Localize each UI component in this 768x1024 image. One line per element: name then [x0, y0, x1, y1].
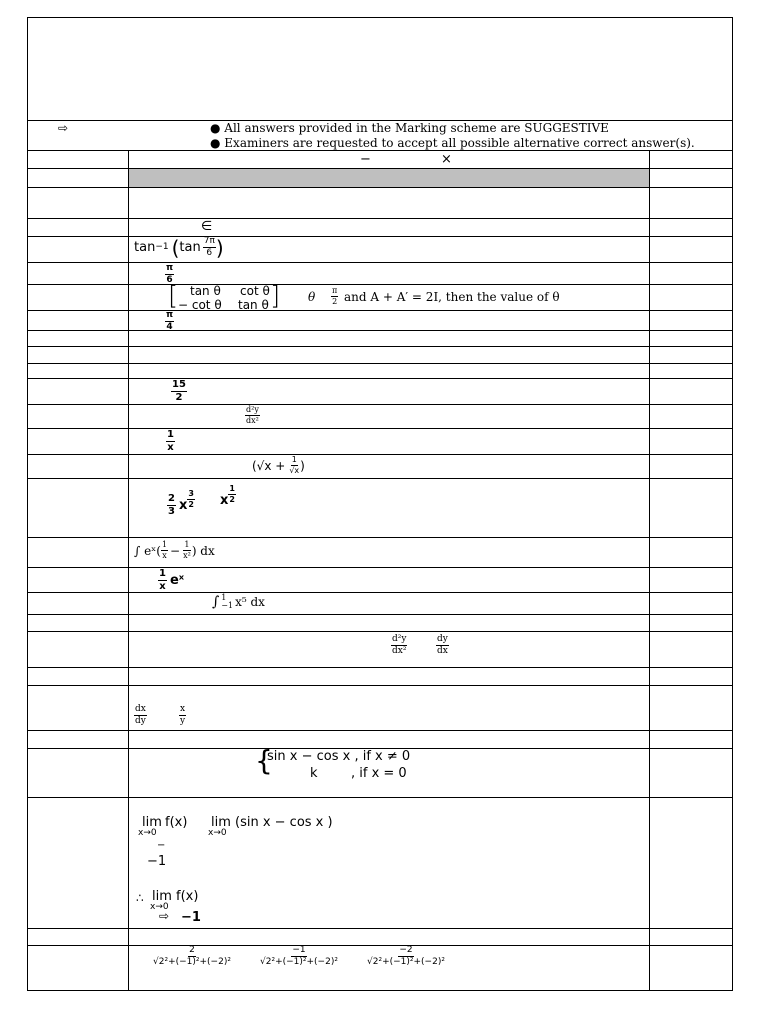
- row-line: [27, 592, 733, 593]
- row-line: [27, 478, 733, 479]
- matrix-r1c1: tan θ: [190, 284, 221, 298]
- limit-sub-2: x→0: [208, 828, 227, 838]
- definite-integral: ∫ 1 −1 x⁵ dx: [212, 593, 265, 610]
- row-line: [27, 685, 733, 686]
- matrix-r2c2: tan θ: [238, 298, 269, 312]
- times-symbol: ×: [441, 152, 452, 167]
- row-line: [27, 150, 733, 151]
- integral-expression: ∫ eˣ( $\frac{1}{x}$ − $\frac{1}{\text{x²}}$ ) dx: [134, 540, 215, 560]
- row-line: [27, 310, 733, 311]
- section-shaded-band: [129, 169, 649, 187]
- theta-symbol: θ: [308, 290, 316, 304]
- limit-word-2: lim: [211, 815, 231, 830]
- row-line: [27, 218, 733, 219]
- final-answer-neg-one: −1: [181, 910, 201, 925]
- row-line: [27, 363, 733, 364]
- row-line: [27, 428, 733, 429]
- limit-word-3: lim: [152, 889, 172, 904]
- row-line: [27, 537, 733, 538]
- tan-inv-exp: −1: [155, 242, 169, 252]
- arrow-icon: ⇨: [58, 121, 69, 135]
- limit-fx-3: f(x): [176, 889, 199, 904]
- piecewise-case-1: sin x − cos x , if x ≠ 0: [267, 749, 411, 764]
- sqrt-expression: (√x + $\frac{1}{√x}$ ): [252, 455, 305, 475]
- limit-sub-1: x→0: [138, 828, 157, 838]
- limit-fx-1: f(x): [165, 815, 188, 830]
- answer-ex-over-x: $\frac{1}{x}$ eˣ: [159, 568, 185, 592]
- row-line: [27, 284, 733, 285]
- matrix-condition-text: and A + A′ = 2I, then the value of θ: [344, 290, 560, 304]
- row-line: [27, 928, 733, 929]
- fraction-15-2: $\frac{15}{2}$: [172, 379, 186, 403]
- row-line: [27, 236, 733, 237]
- fraction-7pi-6: $\frac{7\pi}{6}$: [203, 236, 215, 258]
- tan-inv: tan: [134, 240, 156, 255]
- tan-word: tan: [179, 240, 201, 255]
- matrix-r1c2: cot θ: [240, 284, 270, 298]
- piecewise-case-2-k: k: [310, 766, 318, 781]
- limit-value-neg-one: −1: [147, 854, 167, 869]
- column-divider-left: [128, 150, 129, 991]
- limit-word-1: lim: [142, 815, 162, 830]
- row-line: [27, 567, 733, 568]
- inverse-tan-expression: tan −1 ( tan $\frac{7\pi}{6}$ ): [134, 235, 224, 260]
- fraction-pi-2: $\frac{\pi}{2}$: [332, 286, 338, 306]
- row-line: [27, 631, 733, 632]
- second-derivative-fraction-b: $\frac{\text{d²y}}{\text{dx²}}$: [392, 634, 407, 656]
- dx-over-dy-fraction: $\frac{dx}{dy}$: [135, 704, 146, 726]
- x-over-y-fraction: $\frac{x}{y}$: [180, 704, 186, 726]
- power-expression-1: $\frac{2}{3}$ x $\frac{3}{2}$: [168, 489, 194, 517]
- row-line: [27, 667, 733, 668]
- row-line: [27, 404, 733, 405]
- row-line: [27, 262, 733, 263]
- limit-sub-3: x→0: [150, 902, 169, 912]
- row-line: [27, 346, 733, 347]
- option-pi-over-6: $\frac{\pi}{6}$: [166, 263, 174, 285]
- direction-cosine-2: $\frac{-1}{\text{√2²+(−1)²+(−2)²}}$: [260, 945, 338, 967]
- row-line: [27, 187, 733, 188]
- instruction-bullet-2: ● Examiners are requested to accept all possible alternative correct answer(s).: [210, 136, 695, 150]
- second-derivative-fraction: $\frac{\text{d²y}}{\text{dx²}}$: [246, 405, 259, 425]
- therefore-symbol: ∴: [136, 891, 144, 905]
- page-frame: [27, 17, 733, 991]
- result-arrow-icon: ⇨: [159, 909, 170, 923]
- piecewise-brace: {: [255, 744, 273, 777]
- direction-cosine-1: $\frac{2}{\text{√2²+(−1)²+(−2)²}}$: [153, 945, 231, 967]
- instruction-bullet-1: ● All answers provided in the Marking scheme are SUGGESTIVE: [210, 121, 609, 135]
- option-pi-over-4: $\frac{\pi}{4}$: [166, 310, 174, 332]
- limit-expression: (sin x − cos x ): [235, 815, 333, 830]
- matrix-r2c1: − cot θ: [178, 298, 222, 312]
- row-line: [27, 454, 733, 455]
- direction-cosine-3: $\frac{-2}{\text{√2²+(−1)²+(−2)²}}$: [367, 945, 445, 967]
- row-line: [27, 378, 733, 379]
- fraction-1-over-x: $\frac{1}{x}$: [167, 429, 174, 453]
- minus-symbol: −: [360, 152, 371, 167]
- row-line: [27, 730, 733, 731]
- piecewise-case-2-cond: , if x = 0: [351, 766, 407, 781]
- power-expression-2: x $\frac{1}{2}$: [220, 484, 235, 508]
- row-line: [27, 614, 733, 615]
- matrix-left-bracket: [: [168, 281, 179, 311]
- first-derivative-fraction: $\frac{dy}{dx}$: [437, 634, 448, 656]
- row-line: [27, 330, 733, 331]
- element-of-symbol: ∈: [201, 219, 213, 234]
- small-dash: −: [157, 840, 166, 851]
- row-line: [27, 797, 733, 798]
- matrix-right-bracket: ]: [270, 281, 281, 311]
- column-divider-right: [649, 150, 650, 991]
